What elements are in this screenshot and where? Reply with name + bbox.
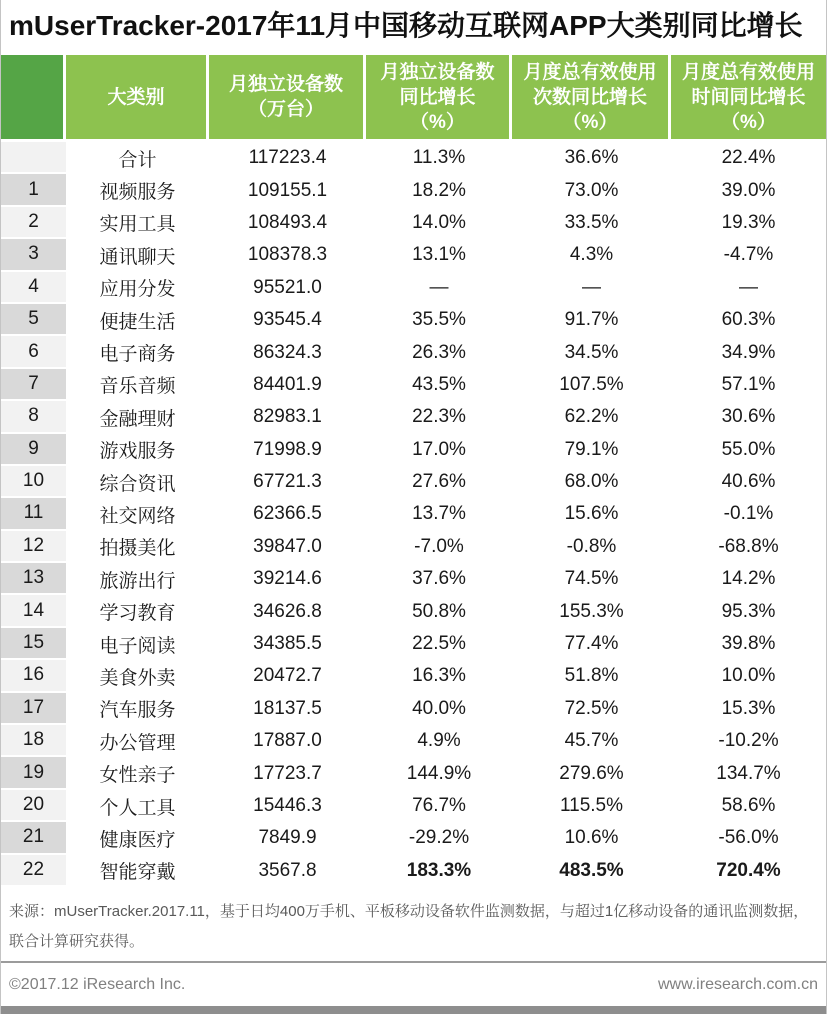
row-device-growth: 144.9%	[366, 757, 512, 789]
data-table	[1, 55, 826, 887]
row-usage-time-growth: 720.4%	[671, 855, 826, 887]
table-row	[1, 336, 826, 368]
row-usage-count-growth: 115.5%	[512, 790, 671, 822]
row-usage-time-growth: 30.6%	[671, 401, 826, 433]
row-usage-count-growth: 4.3%	[512, 239, 671, 271]
row-rank: 22	[1, 855, 66, 887]
row-devices: 3567.8	[209, 855, 366, 887]
row-usage-time-growth: 60.3%	[671, 304, 826, 336]
row-category: 智能穿戴	[66, 855, 209, 887]
row-rank: 14	[1, 595, 66, 627]
row-usage-count-growth: —	[512, 272, 671, 304]
row-category: 应用分发	[66, 272, 209, 304]
row-usage-time-growth: 95.3%	[671, 595, 826, 627]
row-devices: 15446.3	[209, 790, 366, 822]
row-usage-time-growth: -0.1%	[671, 498, 826, 530]
row-category: 综合资讯	[66, 466, 209, 498]
row-category: 个人工具	[66, 790, 209, 822]
row-device-growth: 26.3%	[366, 336, 512, 368]
row-devices: 84401.9	[209, 369, 366, 401]
table-header	[1, 55, 826, 142]
row-category: 汽车服务	[66, 693, 209, 725]
header-label: 月度总有效使用	[681, 61, 815, 83]
row-category: 视频服务	[66, 174, 209, 206]
row-devices: 95521.0	[209, 272, 366, 304]
row-usage-time-growth: 57.1%	[671, 369, 826, 401]
table-row	[1, 660, 826, 692]
row-device-growth: 13.7%	[366, 498, 512, 530]
row-usage-count-growth: 15.6%	[512, 498, 671, 530]
table-row	[1, 790, 826, 822]
row-usage-time-growth: -10.2%	[671, 725, 826, 757]
row-rank: 17	[1, 693, 66, 725]
row-usage-count-growth: 33.5%	[512, 207, 671, 239]
row-rank: 19	[1, 757, 66, 789]
website-text: www.iresearch.com.cn	[657, 975, 818, 993]
header-cell-rank	[1, 55, 66, 139]
row-rank: 6	[1, 336, 66, 368]
header-label: 月度总有效使用	[523, 61, 657, 83]
row-device-growth: -29.2%	[366, 822, 512, 854]
row-rank: 21	[1, 822, 66, 854]
row-devices: 17887.0	[209, 725, 366, 757]
row-device-growth: 18.2%	[366, 174, 512, 206]
row-devices: 108493.4	[209, 207, 366, 239]
row-usage-time-growth: 55.0%	[671, 434, 826, 466]
row-rank: 7	[1, 369, 66, 401]
row-rank: 4	[1, 272, 66, 304]
header-label: 月独立设备数	[380, 61, 495, 83]
table-row	[1, 531, 826, 563]
table-row	[1, 239, 826, 271]
row-usage-time-growth: 134.7%	[671, 757, 826, 789]
row-device-growth: 35.5%	[366, 304, 512, 336]
table-body	[1, 142, 826, 887]
table-row	[1, 401, 826, 433]
header-label: 大类别	[107, 86, 165, 108]
row-rank: 10	[1, 466, 66, 498]
row-device-growth: 13.1%	[366, 239, 512, 271]
row-usage-count-growth: 36.6%	[512, 142, 671, 174]
table-row	[1, 142, 826, 174]
row-rank: 3	[1, 239, 66, 271]
table-row	[1, 693, 826, 725]
row-usage-count-growth: 155.3%	[512, 595, 671, 627]
row-usage-count-growth: 72.5%	[512, 693, 671, 725]
row-usage-count-growth: 483.5%	[512, 855, 671, 887]
table-row	[1, 757, 826, 789]
row-category: 旅游出行	[66, 563, 209, 595]
header-label: 时间同比增长	[691, 86, 806, 108]
table-row	[1, 174, 826, 206]
row-device-growth: 4.9%	[366, 725, 512, 757]
row-devices: 18137.5	[209, 693, 366, 725]
row-usage-count-growth: -0.8%	[512, 531, 671, 563]
row-device-growth: 76.7%	[366, 790, 512, 822]
row-usage-count-growth: 107.5%	[512, 369, 671, 401]
row-devices: 108378.3	[209, 239, 366, 271]
row-usage-time-growth: 22.4%	[671, 142, 826, 174]
row-rank: 11	[1, 498, 66, 530]
row-category: 合计	[66, 142, 209, 174]
copyright-text: ©2017.12 iResearch Inc.	[9, 975, 186, 993]
page-title: mUserTracker-2017年11月中国移动互联网APP大类别同比增长	[9, 10, 803, 41]
row-category: 音乐音频	[66, 369, 209, 401]
row-rank: 5	[1, 304, 66, 336]
title-band	[1, 0, 826, 55]
row-devices: 71998.9	[209, 434, 366, 466]
row-category: 女性亲子	[66, 757, 209, 789]
row-rank: 8	[1, 401, 66, 433]
row-device-growth: 27.6%	[366, 466, 512, 498]
row-devices: 109155.1	[209, 174, 366, 206]
row-devices: 67721.3	[209, 466, 366, 498]
row-devices: 17723.7	[209, 757, 366, 789]
table-row	[1, 434, 826, 466]
row-category: 社交网络	[66, 498, 209, 530]
row-usage-time-growth: 58.6%	[671, 790, 826, 822]
row-usage-count-growth: 73.0%	[512, 174, 671, 206]
row-usage-time-growth: -56.0%	[671, 822, 826, 854]
table-row	[1, 369, 826, 401]
row-category: 便捷生活	[66, 304, 209, 336]
table-row	[1, 725, 826, 757]
table-row	[1, 595, 826, 627]
row-rank: 12	[1, 531, 66, 563]
header-label: 同比增长	[399, 86, 476, 108]
row-category: 电子阅读	[66, 628, 209, 660]
row-device-growth: 22.3%	[366, 401, 512, 433]
table-row	[1, 272, 826, 304]
table-row	[1, 466, 826, 498]
row-devices: 20472.7	[209, 660, 366, 692]
row-usage-time-growth: 40.6%	[671, 466, 826, 498]
row-usage-count-growth: 279.6%	[512, 757, 671, 789]
row-usage-count-growth: 74.5%	[512, 563, 671, 595]
row-usage-count-growth: 34.5%	[512, 336, 671, 368]
table-row	[1, 207, 826, 239]
row-usage-time-growth: —	[671, 272, 826, 304]
header-cell-usage-time-growth	[671, 55, 826, 139]
row-rank: 16	[1, 660, 66, 692]
row-rank: 15	[1, 628, 66, 660]
row-rank: 1	[1, 174, 66, 206]
row-category: 实用工具	[66, 207, 209, 239]
row-category: 通讯聊天	[66, 239, 209, 271]
row-usage-time-growth: -68.8%	[671, 531, 826, 563]
row-devices: 39847.0	[209, 531, 366, 563]
row-rank: 2	[1, 207, 66, 239]
row-usage-count-growth: 91.7%	[512, 304, 671, 336]
row-device-growth: 11.3%	[366, 142, 512, 174]
row-rank: 18	[1, 725, 66, 757]
row-devices: 34385.5	[209, 628, 366, 660]
table-row	[1, 304, 826, 336]
row-rank	[1, 142, 66, 174]
table-row	[1, 498, 826, 530]
bottom-bar	[1, 1006, 826, 1014]
row-category: 游戏服务	[66, 434, 209, 466]
header-cell-devices	[209, 55, 366, 139]
row-device-growth: 50.8%	[366, 595, 512, 627]
row-usage-time-growth: 10.0%	[671, 660, 826, 692]
row-device-growth: —	[366, 272, 512, 304]
source-note: 来源：mUserTracker.2017.11，基于日均400万手机、平板移动设备软件监测数据，与超过1亿移动设备的通讯监测数据，联合计算研究获得。	[9, 903, 809, 950]
row-device-growth: 183.3%	[366, 855, 512, 887]
row-device-growth: 37.6%	[366, 563, 512, 595]
row-usage-time-growth: 14.2%	[671, 563, 826, 595]
row-category: 拍摄美化	[66, 531, 209, 563]
row-usage-count-growth: 68.0%	[512, 466, 671, 498]
row-device-growth: 43.5%	[366, 369, 512, 401]
row-rank: 20	[1, 790, 66, 822]
header-label: （%）	[410, 111, 465, 133]
row-devices: 82983.1	[209, 401, 366, 433]
row-usage-time-growth: 19.3%	[671, 207, 826, 239]
row-devices: 86324.3	[209, 336, 366, 368]
row-category: 电子商务	[66, 336, 209, 368]
row-category: 办公管理	[66, 725, 209, 757]
row-device-growth: 22.5%	[366, 628, 512, 660]
table-row	[1, 563, 826, 595]
header-label: （%）	[562, 111, 618, 133]
row-usage-count-growth: 45.7%	[512, 725, 671, 757]
row-usage-count-growth: 51.8%	[512, 660, 671, 692]
table-row	[1, 628, 826, 660]
row-usage-time-growth: 39.8%	[671, 628, 826, 660]
header-cell-device-growth	[366, 55, 512, 139]
row-devices: 34626.8	[209, 595, 366, 627]
row-device-growth: 14.0%	[366, 207, 512, 239]
header-cell-category	[66, 55, 209, 139]
row-devices: 62366.5	[209, 498, 366, 530]
row-device-growth: 40.0%	[366, 693, 512, 725]
footer	[1, 963, 826, 1006]
row-category: 健康医疗	[66, 822, 209, 854]
row-usage-count-growth: 77.4%	[512, 628, 671, 660]
row-devices: 7849.9	[209, 822, 366, 854]
row-devices: 117223.4	[209, 142, 366, 174]
table-row	[1, 822, 826, 854]
row-device-growth: 17.0%	[366, 434, 512, 466]
row-usage-count-growth: 10.6%	[512, 822, 671, 854]
table-row	[1, 855, 826, 887]
row-usage-count-growth: 79.1%	[512, 434, 671, 466]
row-usage-time-growth: 39.0%	[671, 174, 826, 206]
header-label: （%）	[721, 111, 776, 133]
row-usage-time-growth: 15.3%	[671, 693, 826, 725]
header-label: （万台）	[247, 99, 324, 120]
row-device-growth: -7.0%	[366, 531, 512, 563]
row-usage-count-growth: 62.2%	[512, 401, 671, 433]
row-usage-time-growth: -4.7%	[671, 239, 826, 271]
header-cell-usage-count-growth	[512, 55, 671, 139]
row-usage-time-growth: 34.9%	[671, 336, 826, 368]
header-label: 次数同比增长	[532, 86, 647, 108]
row-device-growth: 16.3%	[366, 660, 512, 692]
row-devices: 39214.6	[209, 563, 366, 595]
row-rank: 9	[1, 434, 66, 466]
header-label: 月独立设备数	[228, 74, 343, 95]
row-rank: 13	[1, 563, 66, 595]
row-category: 学习教育	[66, 595, 209, 627]
row-devices: 93545.4	[209, 304, 366, 336]
row-category: 美食外卖	[66, 660, 209, 692]
row-category: 金融理财	[66, 401, 209, 433]
